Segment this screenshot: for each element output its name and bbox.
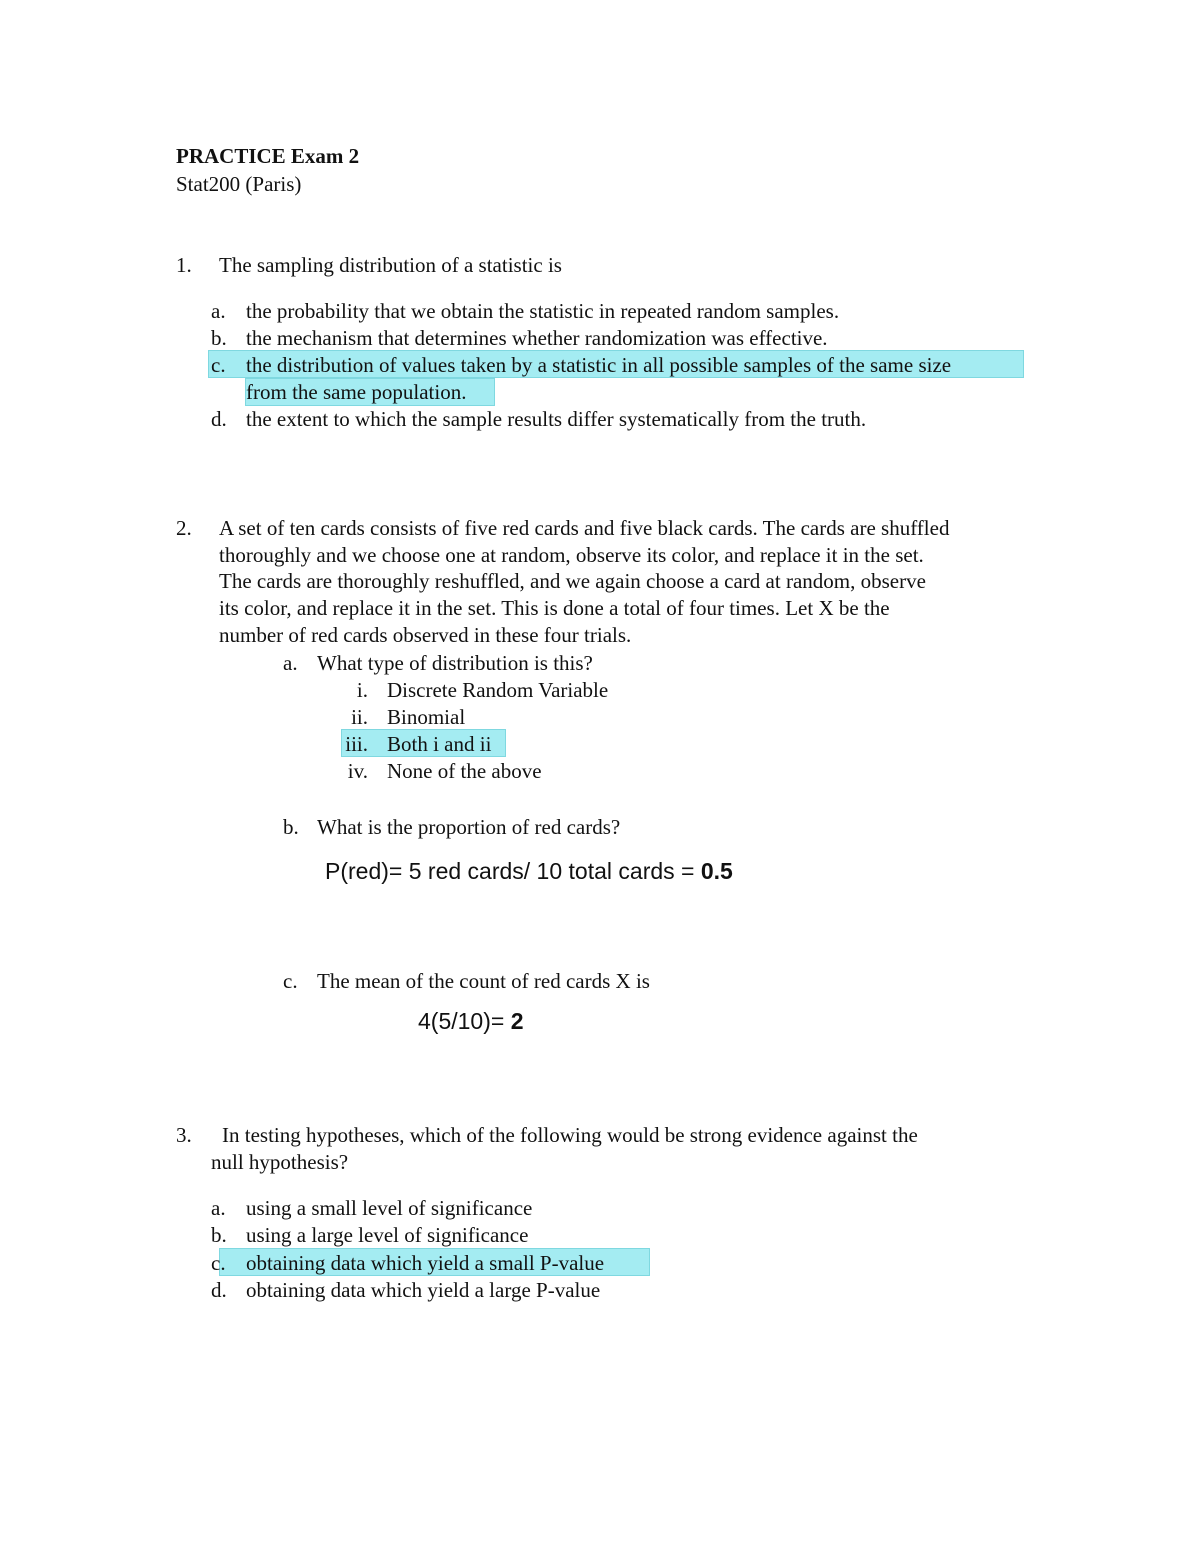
roman-option-text: None of the above: [387, 759, 542, 783]
question-line: A set of ten cards consists of five red cards and five black cards. The cards are shuffled: [219, 516, 950, 540]
question-number: 3.: [176, 1123, 192, 1147]
option-letter: c.: [211, 1251, 226, 1275]
option-text: obtaining data which yield a small P-value: [246, 1251, 605, 1275]
answer-value: 2: [510, 1008, 524, 1034]
option-text: the mechanism that determines whether randomization was effective.: [246, 326, 828, 350]
sub-question-letter: a.: [283, 651, 298, 675]
option-text: using a small level of significance: [246, 1196, 533, 1220]
sub-question-text: What is the proportion of red cards?: [317, 815, 621, 839]
option-text: obtaining data which yield a large P-value: [246, 1278, 601, 1302]
sub-question-letter: b.: [283, 815, 299, 839]
answer-work: P(red)= 5 red cards/ 10 total cards =: [325, 858, 701, 884]
question-text: The sampling distribution of a statistic is: [219, 253, 562, 277]
question-line: The cards are thoroughly reshuffled, and we again choose a card at random, observe: [219, 569, 926, 593]
option-letter: b.: [211, 1223, 227, 1247]
option-letter: d.: [211, 1278, 227, 1302]
sub-question-text: The mean of the count of red cards X is: [317, 969, 650, 993]
answer-value: 0.5: [700, 858, 733, 884]
page-title: PRACTICE Exam 2: [176, 144, 360, 168]
option-letter: c.: [211, 353, 226, 377]
question-line: number of red cards observed in these four trials.: [219, 623, 632, 647]
handwritten-answer: [418, 1008, 524, 1034]
roman-numeral: ii.: [351, 705, 368, 729]
option-text: using a large level of significance: [246, 1223, 529, 1247]
option-text: the extent to which the sample results differ systematically from the truth.: [246, 407, 867, 431]
question-line: In testing hypotheses, which of the following would be strong evidence against the: [222, 1123, 918, 1147]
roman-option-text: Both i and ii: [387, 732, 492, 756]
roman-option-text: Binomial: [387, 705, 466, 729]
option-text: the probability that we obtain the statistic in repeated random samples.: [246, 299, 840, 323]
roman-numeral: iv.: [347, 759, 368, 783]
option-letter: a.: [211, 299, 226, 323]
question-line: its color, and replace it in the set. This is done a total of four times. Let X be the: [219, 596, 890, 620]
question-line: thoroughly and we choose one at random, observe its color, and replace it in the set.: [219, 543, 924, 567]
sub-question-text: What type of distribution is this?: [317, 651, 593, 675]
course-label: Stat200 (Paris): [176, 172, 302, 196]
handwritten-answer: [325, 858, 733, 884]
roman-numeral: iii.: [345, 732, 368, 756]
question-number: 1.: [176, 253, 192, 277]
answer-work: 4(5/10)=: [418, 1008, 511, 1034]
option-letter: b.: [211, 326, 227, 350]
option-text-continued: from the same population.: [246, 380, 467, 404]
question-line: null hypothesis?: [211, 1150, 349, 1174]
roman-numeral: i.: [356, 678, 368, 702]
sub-question-letter: c.: [283, 969, 298, 993]
question-number: 2.: [176, 516, 192, 540]
option-text: the distribution of values taken by a statistic in all possible samples of the same size: [246, 353, 952, 377]
option-letter: a.: [211, 1196, 226, 1220]
roman-option-text: Discrete Random Variable: [387, 678, 609, 702]
option-letter: d.: [211, 407, 227, 431]
